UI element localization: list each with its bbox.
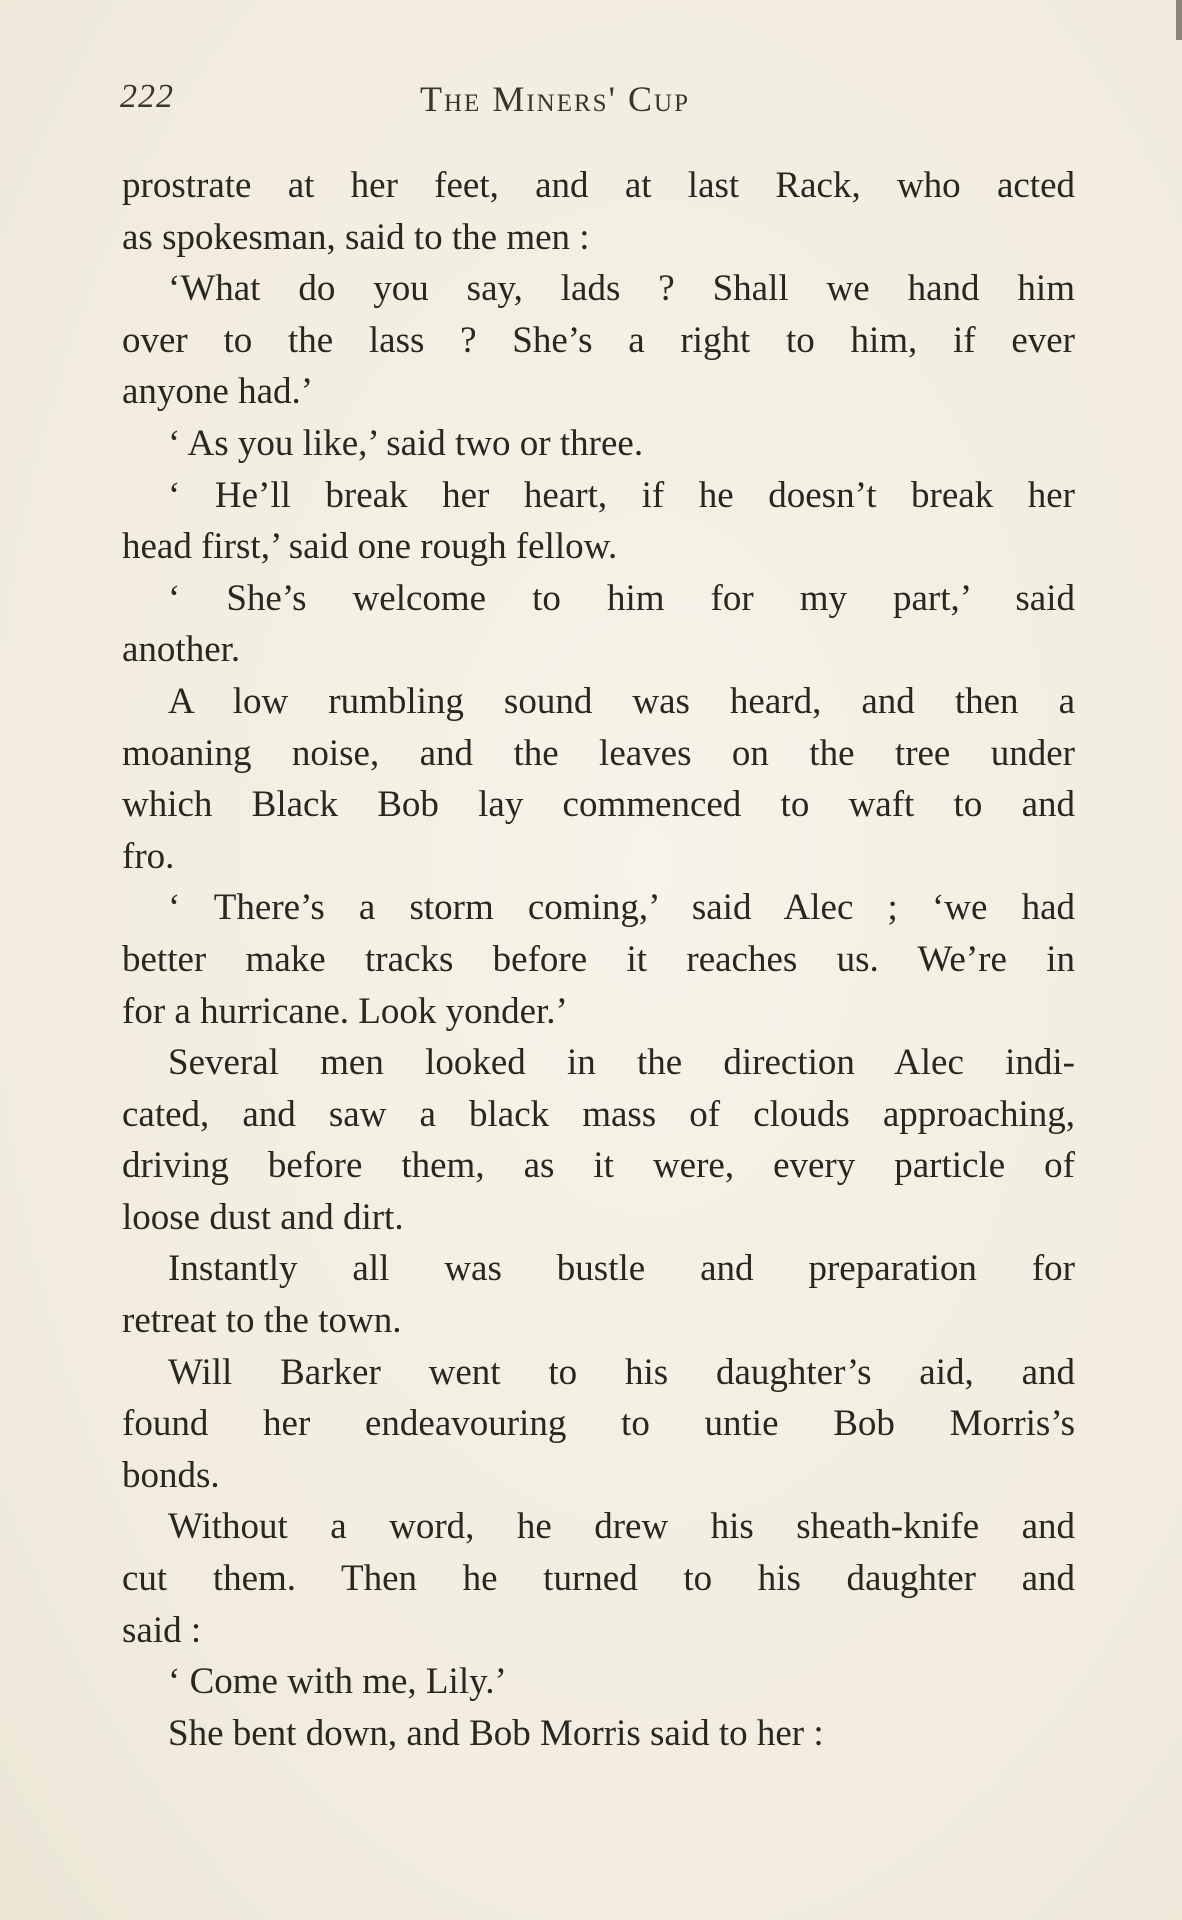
text-line: driving before them, as it were, every particle of xyxy=(122,1145,1075,1187)
text-line: ‘ He’ll break her heart, if he doesn’t break her xyxy=(168,474,1075,516)
page-number: 222 xyxy=(120,78,174,115)
text-line: which Black Bob lay commenced to waft to and xyxy=(122,784,1075,826)
text-line: as spokesman, said to the men : xyxy=(122,216,590,258)
text-line: bonds. xyxy=(122,1454,220,1496)
text-line: fro. xyxy=(122,835,175,877)
text-line: Will Barker went to his daughter’s aid, and xyxy=(168,1351,1075,1393)
page-edge-mark xyxy=(1176,0,1182,40)
text-line: retreat to the town. xyxy=(122,1300,402,1342)
text-line: another. xyxy=(122,629,241,671)
text-line: cated, and saw a black mass of clouds approaching, xyxy=(122,1093,1075,1135)
text-line: Without a word, he drew his sheath-knife and xyxy=(168,1506,1075,1548)
text-line: found her endeavouring to untie Bob Morris’s xyxy=(122,1403,1075,1445)
text-line: cut them. Then he turned to his daughter and xyxy=(122,1558,1075,1600)
text-line: ‘ She’s welcome to him for my part,’ said xyxy=(168,577,1075,619)
text-line: head first,’ said one rough fellow. xyxy=(122,526,618,568)
running-title: The Miners' Cup xyxy=(420,79,691,119)
text-line: A low rumbling sound was heard, and then a xyxy=(168,680,1075,722)
text-line: anyone had.’ xyxy=(122,371,314,413)
text-line: prostrate at her feet, and at last Rack, who acted xyxy=(122,165,1075,206)
running-head xyxy=(120,78,1075,128)
body-text xyxy=(122,160,1075,1759)
text-line: ‘ There’s a storm coming,’ said Alec ; ‘we had xyxy=(168,887,1075,929)
text-line: over to the lass ? She’s a right to him, if ever xyxy=(122,319,1075,361)
text-line: moaning noise, and the leaves on the tree under xyxy=(122,732,1075,774)
text-line: better make tracks before it reaches us. We’re in xyxy=(122,938,1075,980)
text-line: for a hurricane. Look yonder.’ xyxy=(122,990,568,1032)
text-line: said : xyxy=(122,1609,202,1651)
text-line: Instantly all was bustle and preparation for xyxy=(168,1248,1075,1290)
text-line: Several men looked in the direction Alec indi- xyxy=(168,1042,1075,1084)
text-line: ‘What do you say, lads ? Shall we hand him xyxy=(168,268,1075,310)
text-line: ‘ As you like,’ said two or three. xyxy=(168,422,644,464)
text-line: She bent down, and Bob Morris said to her : xyxy=(168,1712,824,1754)
text-line: ‘ Come with me, Lily.’ xyxy=(168,1661,507,1703)
text-line: loose dust and dirt. xyxy=(122,1196,404,1238)
